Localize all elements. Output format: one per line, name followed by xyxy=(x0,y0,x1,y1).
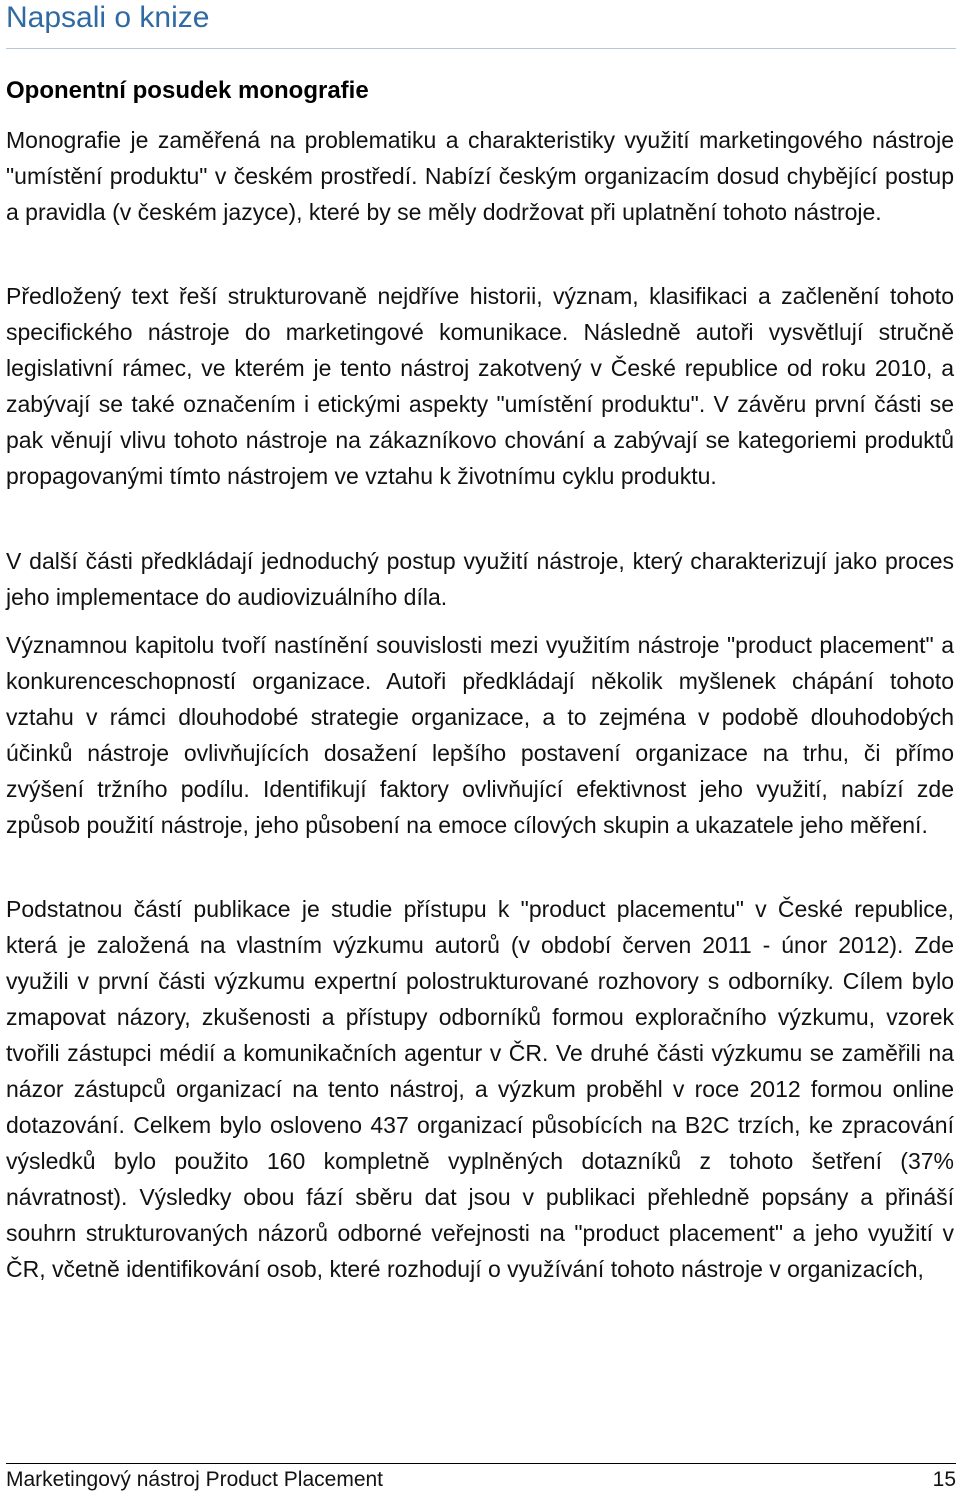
page-header xyxy=(6,0,956,49)
header-title: Napsali o knize xyxy=(6,1,210,34)
page-footer xyxy=(6,1463,956,1496)
body-paragraph-2: Předložený text řeší strukturovaně nejdříve historii, význam, klasifikaci a začlenění tohoto specifického nástroje do marketingové komunikace. Následně autoři vysvětlují stručně legislativní rámec, ve kterém je tento nástroj zakotvený v České republice od roku 2010, a zabývají se také označením i etickými aspekty "umístění produktu". V závěru první části se pak věnují vlivu tohoto nástroje na zákazníkovo chování a zabývají se kategoriemi produktů propagovanými tímto nástrojem ve vztahu k životnímu cyklu produktu. xyxy=(6,283,954,489)
body-paragraph-3: V další části předkládají jednoduchý postup využití nástroje, který charakterizují jako proces jeho implementace do audiovizuálního díla. xyxy=(6,548,954,610)
footer-title: Marketingový nástroj Product Placement xyxy=(6,1468,384,1491)
page-number: 15 xyxy=(932,1468,956,1491)
body-paragraph-4: Významnou kapitolu tvoří nastínění souvislosti mezi využitím nástroje "product placement" a konkurenceschopností organizace. Autoři předkládají několik myšlenek chápání tohoto vztahu v rámci dlouhodobé strategie organizace, a to zejména v podobě dlouhodobých účinků nástroje ovlivňujících dosažení lepšího postavení organizace na trhu, či přímo zvýšení tržního podílu. Identifikují faktory ovlivňující efektivnost jeho využití, nabízí zde způsob použití nástroje, jeho působení na emoce cílových skupin a ukazatele jeho měření. xyxy=(6,632,954,838)
body-paragraph-5: Podstatnou částí publikace je studie přístupu k "product placementu" v České republice, která je založená na vlastním výzkumu autorů (v období červen 2011 - únor 2012). Zde využili v první části výzkumu expertní polostrukturované rozhovory s odborníky. Cílem bylo zmapovat názory, zkušenosti a přístupy odborníků formou exploračního výzkumu, vzorek tvořili zástupci médií a komunikačních agentur v ČR. Ve druhé části výzkumu se zaměřili na názor zástupců organizací na tento nástroj, a výzkum proběhl v roce 2012 formou online dotazování. Celkem bylo osloveno 437 organizací působících na B2C trzích, ke zpracování výsledků bylo použito 160 kompletně vyplněných dotazníků z tohoto šetření (37% návratnost). Výsledky obou fází sběru dat jsou v publikaci přehledně popsány a přináší souhrn strukturovaných názorů odborné veřejnosti na "product placement" a jeho využití v ČR, včetně identifikování osob, které rozhodují o využívání tohoto nástroje v organizacích, xyxy=(6,896,954,1282)
section-heading: Oponentní posudek monografie xyxy=(6,77,369,104)
body-paragraph-1: Monografie je zaměřená na problematiku a charakteristiky využití marketingového nástroje "umístění produktu" v českém prostředí. Nabízí českým organizacím dosud chybějící postup a pravidla (v českém jazyce), které by se měly dodržovat při uplatnění tohoto nástroje. xyxy=(6,127,954,225)
